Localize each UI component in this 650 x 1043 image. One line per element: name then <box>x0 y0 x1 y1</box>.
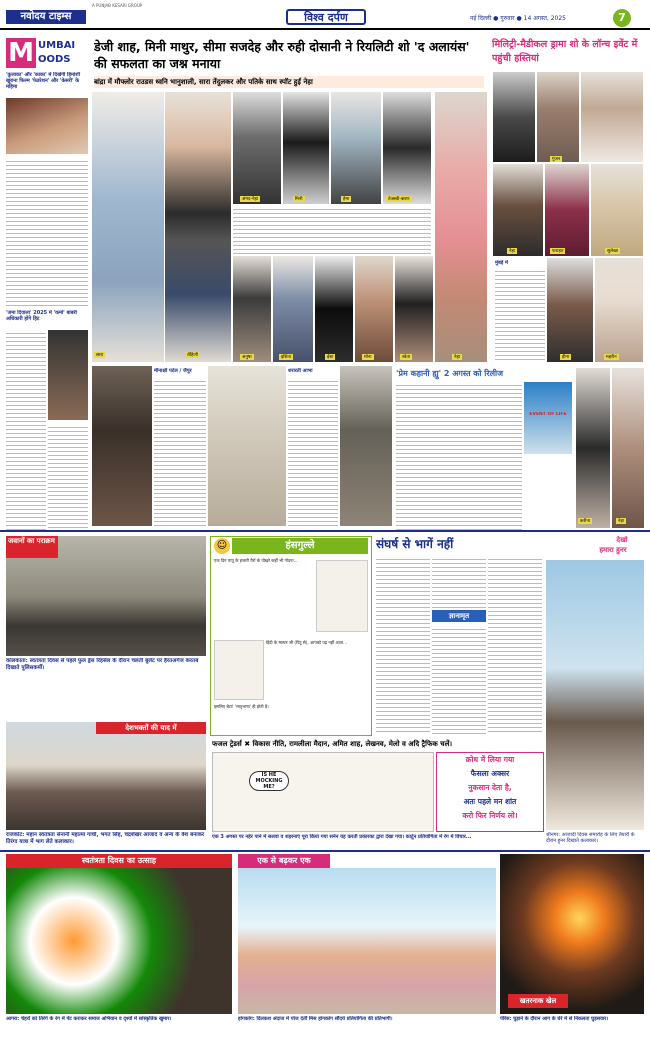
deshbhakti-caption: राजकोट: महान स्वतंत्रता सेनानी महात्मा गांधी, भगत सिंह, चंद्रशेखर आजाद व अन्य के वेश बनाकर तिरंगा यात्रा में भाग लेते कलाकार। <box>6 832 205 845</box>
right-caption-6: महरीन <box>606 355 617 360</box>
small-story-body-2 <box>288 378 338 526</box>
bottom-mid-title: एक से बढ़कर एक <box>238 854 330 868</box>
small-story-title-1: मीनाक्षी पटेल / जैपुर <box>154 368 192 374</box>
hansgulle-cartoon-1 <box>316 560 368 632</box>
mumbai-oods-body-2 <box>6 330 46 530</box>
right-photo-3 <box>581 72 643 162</box>
right-photo-4 <box>493 164 543 256</box>
prem-story-photo-1 <box>576 368 610 528</box>
right-photo-2 <box>537 72 579 162</box>
lead-caption-9: ईशा <box>327 355 334 360</box>
bottom-mid-photo <box>238 868 496 1014</box>
lead-caption-3: अंगद-नेहा <box>242 197 259 202</box>
right-caption-1: गुंजन <box>552 157 561 162</box>
small-story-body-1 <box>154 378 206 526</box>
dekhi-title-1: देखो <box>616 536 628 544</box>
section-title: विश्व दर्पण <box>286 9 366 25</box>
mumbai-oods-logo-text1: UMBAI <box>38 40 76 51</box>
dateline: नई दिल्ली ● गुरुवार ● 14 अगस्त, 2025 <box>470 15 567 22</box>
mumbai-oods-photo-2 <box>48 330 88 420</box>
lead-photo-ishita <box>273 256 313 362</box>
lead-caption-7: अनुषा <box>242 355 252 360</box>
hansgulle-smiley-icon: ☺ <box>214 538 230 554</box>
right-caption-4: सुलेखा <box>607 249 618 254</box>
sangharsh-body-3 <box>432 626 486 734</box>
krodh-line-2: फैसला अक्सर <box>470 769 510 778</box>
dekhi-photo <box>546 560 644 830</box>
lead-caption-4: मिनी <box>295 197 303 202</box>
mumbai-oods-photo <box>6 98 88 154</box>
lead-headline: डेजी शाह, मिनी माथुर, सीमा सजदेह और रुही दोसानी ने रियलिटी शो 'द अलायंस' की सफलता का जश्न मनाया <box>94 39 470 71</box>
mumbai-oods-body <box>6 158 88 308</box>
prem-caption-2: नेहा <box>618 519 625 524</box>
lead-photo-shweta <box>395 256 433 362</box>
deshbhakti-title: देशभक्तों की याद में <box>96 722 206 734</box>
sangharsh-title: संघर्ष से भागें नहीं <box>376 537 454 551</box>
krodh-line-1: क्रोध में लिया गया <box>465 755 515 764</box>
bottom-mid-caption: हांगकांग: दिलकश अंदाज में पोज देतीं मिस हांगकांग सौंदर्य प्रतियोगिता की प्रतिभागी। <box>238 1016 393 1022</box>
lead-caption-11: श्वेता <box>402 355 411 360</box>
hansgulle-joke-3: इसलिए बेटा! 'मातृभाषा' ही होती है। <box>214 704 269 709</box>
jawano-caption: कोलकाता: स्वतंत्रता दिवस से पहले फुल ड्रेस रिहर्सल के दौरान चलती बुलेट पर हैरतअंगेज करतब दिखाते पुलिसकर्मी। <box>6 658 199 671</box>
prem-story-photo-2 <box>612 368 644 528</box>
bottom-right-caption: पेरिस: घुड़ाने के दौरान आग के घेरे में से निकलता घुड़सवार। <box>500 1016 609 1022</box>
lead-caption-6: तेजस्वी-करण <box>388 197 410 202</box>
fazal-headline: फजल ट्रेडर्स ✖ विकास नीति, रामलीला मैदान, अमित शाह, लेखनव, मेलो व अदि ट्रैफिक चलें। <box>212 740 453 748</box>
right-story-title: मुंबई में <box>495 260 509 266</box>
paper-name: नवोदय टाइम्स <box>6 10 86 24</box>
right-photo-6 <box>591 164 643 256</box>
small-story-photo-3 <box>340 366 392 526</box>
right-top-headline: मिलिट्री-मैडीकल ड्रामा शो के लॉन्च इवेंट में पहुंची हस्तियां <box>492 39 638 64</box>
masthead <box>0 0 650 30</box>
bottom-right-title: खतरनाक खेल <box>508 994 568 1008</box>
lead-photo-sara <box>92 92 164 362</box>
lead-caption-12: नेहा <box>454 355 461 360</box>
lead-photo-anusha <box>233 256 271 362</box>
prem-story-poster <box>524 382 572 454</box>
mumbai-oods-headline: 'कुलाका' और 'काका' में दिखेंगी हिमांशी खुराना फिल्म 'फेडरेशन' और 'केसरी' के महिमा <box>6 72 80 90</box>
bottom-left-caption: आगरा: चेहरों को तिरंगे के रंग में पेंट कराकर समाज अभियान व दृश्यों में सांस्कृतिक खुमार। <box>6 1016 172 1022</box>
lead-subhead: बांद्रा में मौफ्लोर राउडस ध्वनि भानुशाली, सारा तेंदुलकर और पतिके साथ स्पॉट हुईं नेहा <box>94 76 484 88</box>
lead-photo-isha <box>315 256 353 362</box>
hansgulle-joke-2: हिंदी के मास्टर जी (पिंटू से), आपको पढ़ नहीं आता... <box>266 640 348 645</box>
mumbai-oods-sub1: 'जमा दिवाला' 2025 में 'कर्मा' बाबरी अधिकारी होंगे हिट <box>6 310 77 322</box>
cartoon-speech: IS HE MOCKING ME? <box>249 771 289 791</box>
krodh-line-4: अतः पहले मन शांत <box>463 797 517 806</box>
page-number: 7 <box>613 9 631 27</box>
lead-caption-8: इशिता <box>281 355 292 360</box>
lead-photo-mini <box>283 92 329 204</box>
hansgulle-title: हंसगुल्ले <box>232 538 368 554</box>
lead-caption-1: सारा <box>96 353 104 358</box>
small-story-title-2: शरारती आभा <box>288 368 313 374</box>
poster-text: EVENT OF LIFE <box>529 412 567 417</box>
fazal-caption: एक 3 अगस्त पर नहेर पाने में सलवा व शहरनाएं पूरा किया गया सनेन यह करती प्रकारका द्वारा देखा गया। कार्टून प्रतियोगिता में रंग में विचार... <box>212 834 472 840</box>
fazal-cartoon <box>212 752 434 832</box>
right-photo-7 <box>547 258 593 362</box>
right-story-body <box>495 268 545 360</box>
krodh-line-3: नुकसान देता है, <box>468 783 512 792</box>
prem-story-title: 'प्रेम कहानी ह्यु' 2 अगस्त को रिलीज <box>396 369 504 378</box>
right-photo-5 <box>545 164 589 256</box>
mumbai-oods-logo-text2: OODS <box>38 54 71 65</box>
mumbai-oods-body-3 <box>48 424 88 530</box>
dekhi-title-2: हमारा हुनर <box>599 546 627 554</box>
lead-caption-10: मोना <box>364 355 372 360</box>
sangharsh-subtitle: ज्ञानामृत <box>432 610 486 622</box>
krodh-line-5: करो फिर निर्णय लो। <box>462 811 518 820</box>
lead-photo-tejasvi <box>383 92 431 204</box>
lead-caption-5: हेमा <box>343 197 350 202</box>
bottom-right-photo <box>500 854 644 1014</box>
lead-photo-angad <box>233 92 281 204</box>
right-caption-3: फराहत <box>552 249 564 254</box>
hansgulle-joke-1: एक दिन पप्पू के हजारी पैरों के पोखरे कहीं भी गोदना... <box>214 558 298 563</box>
mumbai-oods-logo: M <box>6 38 36 68</box>
sangharsh-body-2 <box>432 556 486 608</box>
lead-photo-hema <box>331 92 381 204</box>
sangharsh-body-4 <box>488 556 542 734</box>
small-story-photo-2 <box>208 366 286 526</box>
hansgulle-cartoon-2 <box>214 640 264 700</box>
lead-caption-2: रोहिणी <box>187 353 198 358</box>
lead-photo-mona <box>355 256 393 362</box>
section-divider-2 <box>0 850 650 852</box>
deshbhakti-photo <box>6 722 206 830</box>
lead-body <box>233 206 431 254</box>
lead-photo-rohini <box>165 92 231 362</box>
jawano-title: जवानों का पराक्रम <box>6 536 58 558</box>
dekhi-caption: श्रीनगर: आजादी दिवस समारोह के लिए तैयारी के दौरान हुनर दिखाते कलाकार। <box>546 832 635 844</box>
section-divider-1 <box>0 530 650 532</box>
sangharsh-body-1 <box>376 556 430 734</box>
right-caption-5: हीना <box>562 355 570 360</box>
prem-caption-1: करीना <box>580 519 591 524</box>
bottom-left-title: स्वतंत्रता दिवस का उत्साह <box>6 854 232 868</box>
bottom-left-photo <box>6 868 232 1014</box>
lead-photo-neha <box>435 92 487 362</box>
small-story-photo-1 <box>92 366 152 526</box>
prem-story-body <box>396 382 522 530</box>
right-caption-2: नेहा <box>509 249 516 254</box>
right-photo-1 <box>493 72 535 162</box>
tagline: A PUNJAB KESARI GROUP <box>92 3 143 8</box>
right-photo-8 <box>595 258 643 362</box>
